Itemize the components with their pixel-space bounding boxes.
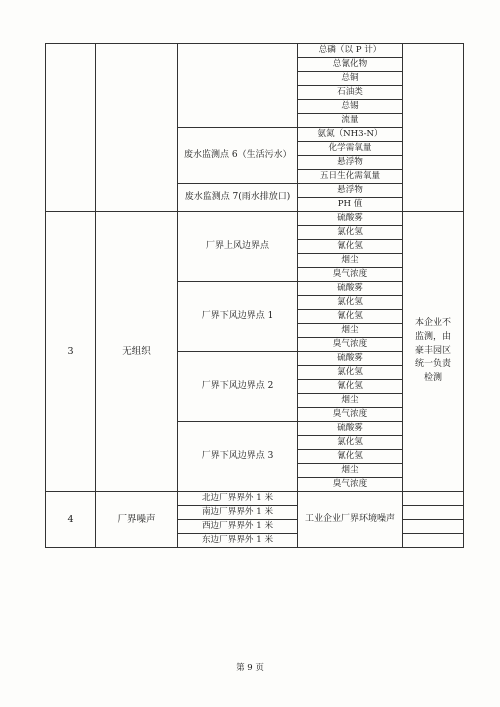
monitoring-item: 臭气浓度 bbox=[298, 478, 403, 492]
monitoring-item: 烟尘 bbox=[298, 394, 403, 408]
monitoring-item: 氯化氢 bbox=[298, 366, 403, 380]
monitoring-item: 氯化氢 bbox=[298, 226, 403, 240]
monitoring-item: 工业企业厂界环境噪声 bbox=[298, 492, 403, 548]
monitoring-item: 氯化氢 bbox=[298, 296, 403, 310]
monitoring-item: 硫酸雾 bbox=[298, 212, 403, 226]
monitoring-item: 总铜 bbox=[298, 72, 403, 86]
continued-point-cell bbox=[178, 44, 298, 128]
monitoring-note: 本企业不监测，由豪丰园区统一负责检测 bbox=[403, 212, 464, 492]
monitoring-item: 硫酸雾 bbox=[298, 352, 403, 366]
monitoring-item: 烟尘 bbox=[298, 254, 403, 268]
category-label: 无组织 bbox=[96, 212, 178, 492]
monitoring-item: 氰化氢 bbox=[298, 450, 403, 464]
continued-category-cell bbox=[96, 44, 178, 212]
noise-point-label: 东边厂界界外 1 米 bbox=[178, 534, 298, 548]
monitoring-item: 臭气浓度 bbox=[298, 268, 403, 282]
monitoring-item: 悬浮物 bbox=[298, 184, 403, 198]
category-label: 厂界噪声 bbox=[96, 492, 178, 548]
continued-index-cell bbox=[46, 44, 96, 212]
monitoring-item: 硫酸雾 bbox=[298, 282, 403, 296]
monitoring-item: 氨氮（NH3-N） bbox=[298, 128, 403, 142]
monitoring-table bbox=[45, 43, 464, 548]
monitoring-item: 臭气浓度 bbox=[298, 338, 403, 352]
monitoring-item: 流量 bbox=[298, 114, 403, 128]
noise-point-label: 南边厂界界外 1 米 bbox=[178, 506, 298, 520]
empty-cell bbox=[403, 520, 464, 534]
monitoring-item: 烟尘 bbox=[298, 464, 403, 478]
monitoring-item: 氰化氢 bbox=[298, 380, 403, 394]
monitoring-item: PH 值 bbox=[298, 198, 403, 212]
monitoring-item: 臭气浓度 bbox=[298, 408, 403, 422]
empty-cell bbox=[403, 506, 464, 520]
monitoring-point-label: 废水监测点 7(雨水排放口) bbox=[178, 184, 298, 212]
page-number: 第 9 页 bbox=[236, 663, 264, 673]
row-index: 3 bbox=[46, 212, 96, 492]
monitoring-item: 总氰化物 bbox=[298, 58, 403, 72]
monitoring-point-label: 废水监测点 6（生活污水） bbox=[178, 128, 298, 184]
noise-point-label: 西边厂界界外 1 米 bbox=[178, 520, 298, 534]
monitoring-point-label: 厂界下风边界点 2 bbox=[178, 352, 298, 422]
monitoring-item: 氯化氢 bbox=[298, 436, 403, 450]
monitoring-point-label: 厂界上风边界点 bbox=[178, 212, 298, 282]
monitoring-item: 石油类 bbox=[298, 86, 403, 100]
empty-cell bbox=[403, 534, 464, 548]
monitoring-item: 氰化氢 bbox=[298, 310, 403, 324]
monitoring-item: 五日生化需氧量 bbox=[298, 170, 403, 184]
monitoring-item: 化学需氧量 bbox=[298, 142, 403, 156]
empty-cell bbox=[403, 492, 464, 506]
monitoring-point-label: 厂界下风边界点 1 bbox=[178, 282, 298, 352]
monitoring-item: 硫酸雾 bbox=[298, 422, 403, 436]
continued-note-cell bbox=[403, 44, 464, 212]
monitoring-item: 总磷（以 P 计） bbox=[298, 44, 403, 58]
monitoring-item: 氰化氢 bbox=[298, 240, 403, 254]
row-index: 4 bbox=[46, 492, 96, 548]
monitoring-point-label: 厂界下风边界点 3 bbox=[178, 422, 298, 492]
monitoring-item: 烟尘 bbox=[298, 324, 403, 338]
monitoring-item: 悬浮物 bbox=[298, 156, 403, 170]
noise-point-label: 北边厂界界外 1 米 bbox=[178, 492, 298, 506]
monitoring-item: 总锡 bbox=[298, 100, 403, 114]
